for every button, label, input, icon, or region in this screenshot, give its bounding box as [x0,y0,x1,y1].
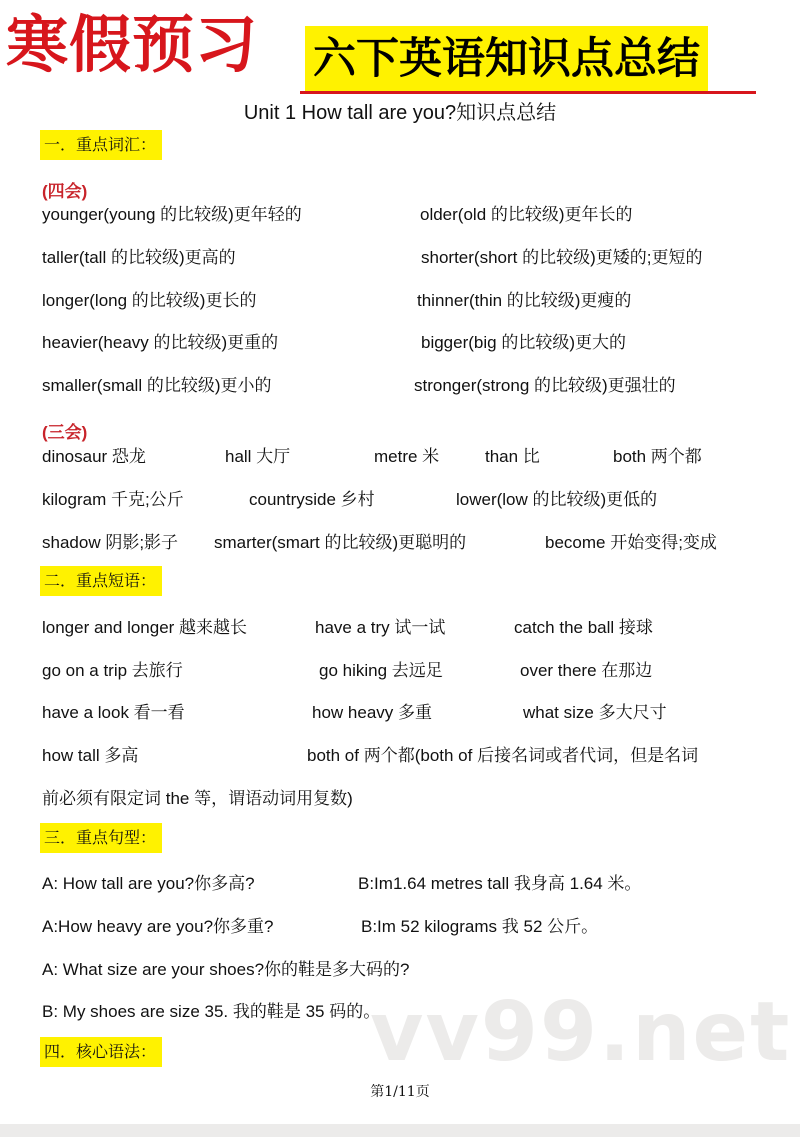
sentence-line: B:Im 52 kilograms 我 52 公斤。 [361,917,599,936]
phrase-note: 前必须有限定词 the 等，谓语动词用复数) [42,789,353,808]
vocab-item: shorter(short 的比较级)更矮的;更短的 [421,248,703,267]
vocab-item: countryside 乡村 [249,490,375,509]
unit-title: Unit 1 How tall are you?知识点总结 [243,102,557,124]
phrase-item: catch the ball 接球 [514,618,653,637]
vocab-item: both 两个都 [613,447,702,466]
vocab-item: bigger(big 的比较级)更大的 [421,333,626,352]
banner-title-highlight: 六下英语知识点总结 [305,26,708,92]
sentence-line: A: What size are your shoes?你的鞋是多大码的? [42,960,410,979]
vocab-item: longer(long 的比较级)更长的 [42,291,257,310]
banner-underline [300,91,756,94]
phrase-item: how tall 多高 [42,746,139,765]
phrase-item: over there 在那边 [520,661,653,680]
vocab-item: become 开始变得;变成 [545,533,717,552]
vocab-item: smaller(small 的比较级)更小的 [42,376,272,395]
vocab-item: hall 大厅 [225,447,291,466]
level-label-three: (三会) [42,423,88,442]
phrase-item: go hiking 去远足 [319,661,443,680]
watermark: vv99.net [370,985,792,1080]
vocab-item: younger(young 的比较级)更年轻的 [42,205,302,224]
sentence-line: B:Im1.64 metres tall 我身高 1.64 米。 [358,874,642,893]
phrase-item: how heavy 多重 [312,703,432,722]
phrase-item: both of 两个都(both of 后接名词或者代词，但是名词 [307,746,699,765]
section-heading-sentences: 三．重点句型： [40,823,162,853]
banner-title-red: 寒假预习 [6,8,259,81]
phrase-item: have a look 看一看 [42,703,185,722]
sentence-line: A: How tall are you?你多高? [42,874,255,893]
vocab-item: thinner(thin 的比较级)更瘦的 [417,291,632,310]
level-label-four: (四会) [42,182,88,201]
phrase-item: go on a trip 去旅行 [42,661,183,680]
vocab-item: stronger(strong 的比较级)更强壮的 [414,376,676,395]
vocab-item: smarter(smart 的比较级)更聪明的 [214,533,467,552]
vocab-item: lower(low 的比较级)更低的 [456,490,658,509]
page-number: 第1/11页 [370,1084,430,1100]
sentence-line: B: My shoes are size 35. 我的鞋是 35 码的。 [42,1002,381,1021]
phrase-item: have a try 试一试 [315,618,446,637]
phrase-item: longer and longer 越来越长 [42,618,248,637]
page-bottom-edge [0,1124,800,1137]
vocab-item: heavier(heavy 的比较级)更重的 [42,333,279,352]
vocab-item: dinosaur 恐龙 [42,447,146,466]
phrase-item: what size 多大尺寸 [523,703,667,722]
vocab-item: kilogram 千克;公斤 [42,490,184,509]
vocab-item: taller(tall 的比较级)更高的 [42,248,236,267]
section-heading-grammar: 四．核心语法： [40,1037,162,1067]
section-heading-phrases: 二．重点短语： [40,566,162,596]
vocab-item: older(old 的比较级)更年长的 [420,205,633,224]
vocab-item: shadow 阴影;影子 [42,533,179,552]
vocab-item: than 比 [485,447,540,466]
sentence-line: A:How heavy are you?你多重? [42,917,274,936]
section-heading-vocab: 一．重点词汇： [40,130,162,160]
vocab-item: metre 米 [374,447,440,466]
